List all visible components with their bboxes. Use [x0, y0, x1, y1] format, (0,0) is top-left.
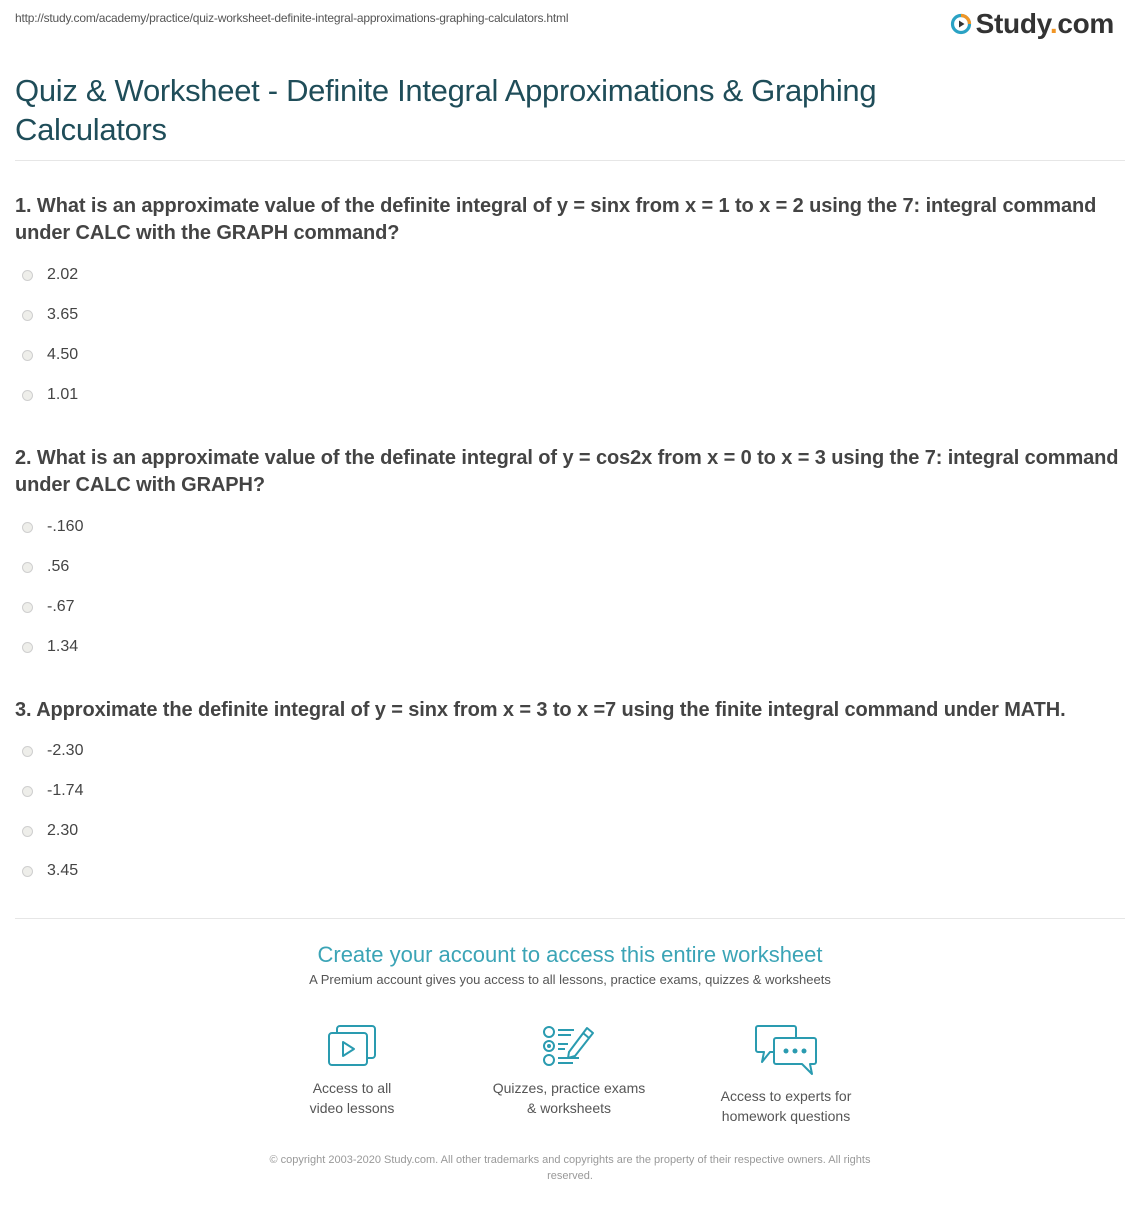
- question-1: 1. What is an approximate value of the definite integral of y = sinx from x = 1 to x = 2 using the 7: integral command under CALC with the GRAPH command?: [15, 195, 1097, 244]
- radio-button[interactable]: [22, 270, 33, 281]
- feature-label: Access to experts for homework questions: [720, 1088, 852, 1124]
- answer-option[interactable]: -.160: [22, 507, 83, 547]
- answer-option[interactable]: 4.50: [22, 335, 78, 375]
- radio-button[interactable]: [22, 786, 33, 797]
- answer-option[interactable]: .56: [22, 547, 83, 587]
- answer-option[interactable]: -2.30: [22, 731, 83, 771]
- answer-option[interactable]: 1.34: [22, 627, 83, 667]
- divider: [15, 918, 1125, 919]
- answer-option[interactable]: -.67: [22, 587, 83, 627]
- feature-experts: [686, 1024, 886, 1126]
- quiz-checklist-icon: [541, 1024, 597, 1068]
- radio-button[interactable]: [22, 350, 33, 361]
- answer-option[interactable]: -1.74: [22, 771, 83, 811]
- page-title: Quiz & Worksheet - Definite Integral Approximations & Graphing Calculators: [15, 73, 877, 147]
- radio-button[interactable]: [22, 390, 33, 401]
- radio-button[interactable]: [22, 522, 33, 533]
- radio-button[interactable]: [22, 642, 33, 653]
- answer-option[interactable]: 1.01: [22, 375, 78, 415]
- answer-list-1: [22, 255, 78, 415]
- study-logo[interactable]: [950, 9, 1114, 39]
- radio-button[interactable]: [22, 562, 33, 573]
- page-url: http://study.com/academy/practice/quiz-worksheet-definite-integral-approximations-graphing-calculators.html: [15, 11, 569, 25]
- copyright-notice: © copyright 2003-2020 Study.com. All other trademarks and copyrights are the property of their respective owners. All rights reserved.: [269, 1154, 871, 1182]
- answer-option[interactable]: 3.65: [22, 295, 78, 335]
- question-2: 2. What is an approximate value of the definate integral of y = cos2x from x = 0 to x = 3 using the 7: integral command under CALC with GRAPH?: [15, 447, 1119, 496]
- answer-option[interactable]: 2.30: [22, 811, 83, 851]
- feature-quizzes: [469, 1024, 669, 1118]
- logo-text: Study.com: [975, 8, 1114, 39]
- question-3: 3. Approximate the definite integral of y = sinx from x = 3 to x =7 using the finite integral command under MATH.: [15, 699, 1066, 721]
- divider: [15, 160, 1125, 161]
- radio-button[interactable]: [22, 602, 33, 613]
- account-cta: [0, 941, 1140, 987]
- radio-button[interactable]: [22, 746, 33, 757]
- answer-list-3: [22, 731, 83, 891]
- feature-label: Quizzes, practice exams & worksheets: [492, 1080, 646, 1116]
- answer-option[interactable]: 3.45: [22, 851, 83, 891]
- answer-option[interactable]: 2.02: [22, 255, 78, 295]
- video-lessons-icon: [326, 1024, 378, 1068]
- play-circle-icon: [950, 13, 972, 35]
- cta-title[interactable]: Create your account to access this entire worksheet: [317, 942, 823, 967]
- radio-button[interactable]: [22, 866, 33, 877]
- chat-bubbles-icon: [754, 1024, 818, 1076]
- feature-label: Access to all video lessons: [309, 1080, 395, 1116]
- cta-subtitle: A Premium account gives you access to all lessons, practice exams, quizzes & worksheets: [309, 972, 831, 987]
- answer-list-2: [22, 507, 83, 667]
- feature-video-lessons: [252, 1024, 452, 1118]
- radio-button[interactable]: [22, 826, 33, 837]
- radio-button[interactable]: [22, 310, 33, 321]
